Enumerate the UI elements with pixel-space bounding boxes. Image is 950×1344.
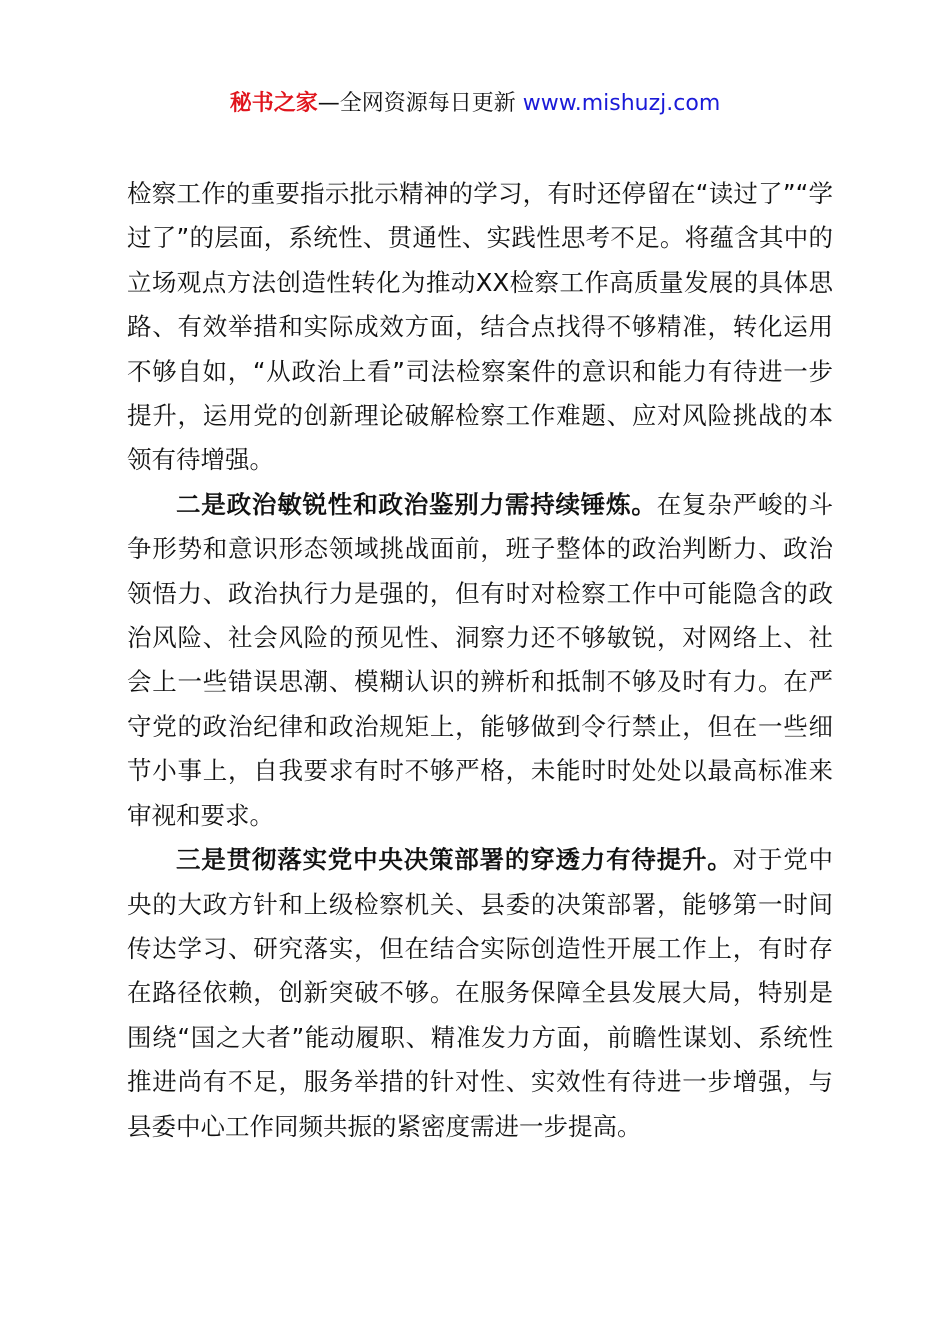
paragraph-2-text: 在复杂严峻的斗争形势和意识形态领域挑战面前，班子整体的政治判断力、政治领悟力、政治执行力是强的，但有时对检察工作中可能隐含的政治风险、社会风险的预见性、洞察力还不够敏锐，对网络上、社会上一些错误思潮、模糊认识的辨析和抵制不够及时有力。在严守党的政治纪律和政治规矩上，能够做到令行禁止，但在一些细节小事上，自我要求有时不够严格，未能时时处处以最高标准来审视和要求。 — [127, 489, 834, 830]
paragraph-1 — [127, 172, 833, 483]
page-header — [0, 86, 950, 122]
paragraph-1-text: 检察工作的重要指示批示精神的学习，有时还停留在“读过了”“学过了”的层面，系统性、贯通性、实践性思考不足。将蕴含其中的立场观点方法创造性转化为推动XX检察工作高质量发展的具体思路、有效举措和实际成效方面，结合点找得不够精准，转化运用不够自如，“从政治上看”司法检察案件的意识和能力有待进一步提升，运用党的创新理论破解检察工作难题、应对风险挑战的本领有待增强。 — [127, 179, 833, 475]
header-site-link[interactable]: www.mishuzj.com — [522, 91, 721, 116]
paragraph-3-text: 对于党中央的大政方针和上级检察机关、县委的决策部署，能够第一时间传达学习、研究落实，但在结合实际创造性开展工作上，有时存在路径依赖，创新突破不够。在服务保障全县发展大局，特别是围绕“国之大者”能动履职、精准发力方面，前瞻性谋划、系统性推进尚有不足，服务举措的针对性、实效性有待进一步增强，与县委中心工作同频共振的紧密度需进一步提高。 — [127, 845, 834, 1141]
document-body — [127, 172, 833, 1149]
header-brand: 秘书之家 — [229, 91, 318, 116]
paragraph-3-lead: 三是贯彻落实党中央决策部署的穿透力有待提升。 — [176, 845, 733, 875]
header-tagline: —全网资源每日更新 — [317, 91, 523, 116]
paragraph-2 — [127, 483, 833, 838]
paragraph-2-lead: 二是政治敏锐性和政治鉴别力需持续锤炼。 — [176, 489, 657, 519]
paragraph-3 — [127, 838, 833, 1149]
